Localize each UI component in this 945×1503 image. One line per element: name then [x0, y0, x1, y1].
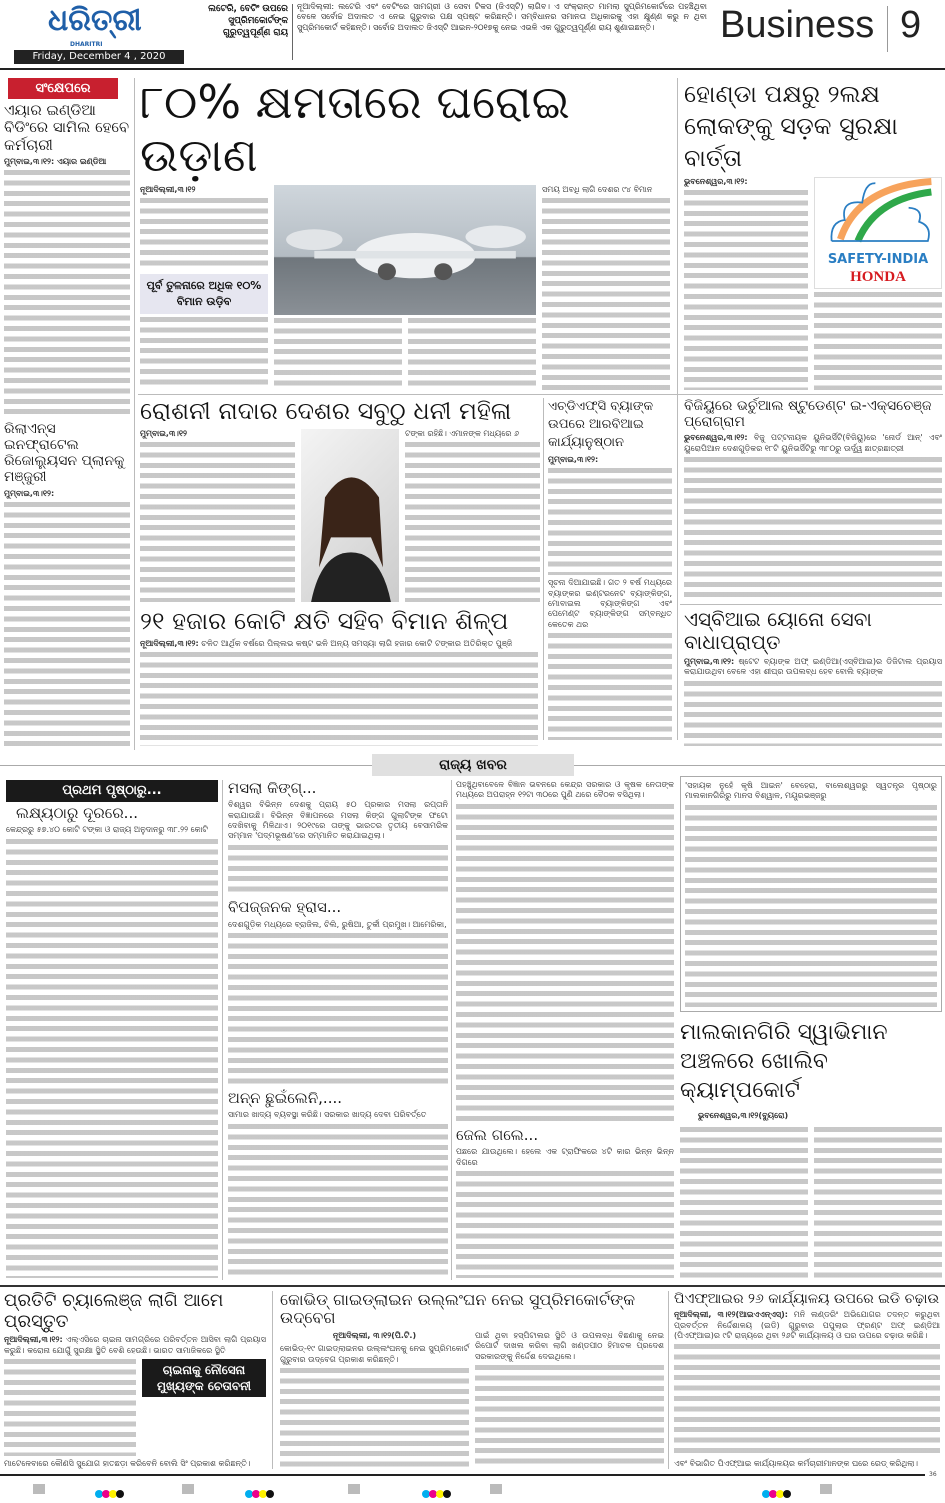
hdfc-text: ସୂଚନା ଦିଆଯାଇଛି। ଗତ ୨ ବର୍ଷ ମଧ୍ୟରେ ବ୍ୟାଙ୍କର ଇଣ୍ଟରନେଟ ବ୍ୟାଙ୍କିଙ୍ଗ, ମୋବାଇଲ ବ୍ୟାଙ୍କିଙ୍ଗ ଏବଂ ପେମେଣ୍ଟ ବ୍ୟାଙ୍କିଙ୍ଗ ସମ୍ବନ୍ଧିତ କେତେକ ଥର: [548, 578, 672, 629]
sbi-story: [684, 608, 942, 746]
pfi-text: ମନି ଲଣ୍ଡରିଂ ଅଭିଯୋଗର ତଦନ୍ତ କରୁଥିବା ପ୍ରବର୍ତ୍ତନ ନିର୍ଦ୍ଦେଶାଳୟ (ଇଡି) ଗୁରୁବାର ପପୁଲାର ଫ୍ରଣ୍ଟ ଅଫ୍ ଇଣ୍ଡିଆ (ପିଏଫ୍‌ଆଇ)ର ୯ଟି ରାଜ୍ୟରେ ଥିବା ୨୬ଟି କାର୍ଯ୍ୟାଳୟ ଓ ଘର ଉପରେ ଚଢ଼ାଉ କରିଛି।: [674, 1310, 940, 1340]
briefs-column: [4, 78, 130, 750]
honda-dateline: ଭୁବନେଶ୍ୱର,୩।୧୨:: [684, 177, 748, 186]
sbi-dateline: ମୁମ୍ବାଇ,୩।୧୨:: [684, 657, 735, 666]
state-news-section-label: ରାଜ୍ୟ ଖବର: [372, 754, 574, 776]
continued-text: ପଛରେ ଯାଉଥିଲେ। ହେଲେ ଏକ ଟ୍ରାଫିକରେ ୪ଟି କାର ଭିନ୍ନ ଭିନ୍ନ ଦିଗରେ: [456, 1147, 674, 1167]
china-closing: ମାଟେଳେବାରେ କୌଣସି ସୁଯୋଗ ହାତଛଡ଼ା କରିବେନି ବୋଲି ସିଂ ପ୍ରକାଶ କରିଛନ୍ତି।: [4, 1458, 251, 1468]
continued-text: 'ସହାୟକ ନୁହେଁ କୃଷି ଆଇନ' ବେହେରା, ବାଲେଶ୍ୱରରୁ ସ୍ୱତନ୍ତ୍ର ପୃଷ୍ଠାରୁ ମାଲକାନଗିରିରୁ ମାନସ ବିଶ୍ୱାଳ, ମୟୂରଭଞ୍ଜରୁ: [685, 781, 937, 801]
hdfc-story: [548, 398, 672, 740]
sbi-yono-headline: ଏସ୍‌ବିଆଇ ୟୋନୋ ସେବା ବାଧାପ୍ରାପ୍ତ: [684, 607, 872, 654]
farm-law-box: [680, 776, 942, 1012]
aviation-loss-headline: ୨୧ ହଜାର କୋଟି କ୍ଷତି ସହିବ ବିମାନ ଶିଳ୍ପ: [140, 607, 509, 635]
continued-text: ସାମାର ଖାଦ୍ୟ ବ୍ୟବସ୍ଥା କରିଛି। ସରକାର ଖାଦ୍ୟ ଦେବା ପରିବର୍ତ୍ତେ: [228, 1110, 427, 1120]
brief-text: ମୁମ୍ବାଇ,୩।୧୨: ଏୟାର ଇଣ୍ଡିଆ: [4, 156, 107, 166]
brief-headline: ଏୟାର ଇଣ୍ଡିଆ ବିଡିଂରେ ସାମିଲ ହେବେ କର୍ମଚାରୀ: [4, 101, 130, 154]
print-code: 36: [929, 1471, 937, 1478]
continued-headline: ଜେଲ ଗଲେ...: [456, 1126, 539, 1145]
lead-text-right: ସମୟ ଅବଧି ଲାଗି ଦେଶର ୯୪ ବିମାନ: [542, 184, 653, 194]
covid-guideline-headline: କୋଭିଡ୍ ଗାଇଡ୍‌ଲାଇନ ଉଲ୍ଲଂଘନ ନେଇ ସୁପ୍ରିମକୋର୍ଟଙ୍କ ଉଦ୍‌ବେଗ: [280, 1290, 636, 1328]
hdfc-dateline: ମୁମ୍ବାଇ,୩।୧୨:: [548, 455, 599, 464]
continued-headline: ମସଲା କିଙ୍ଗ୍‌...: [228, 779, 317, 797]
continued-headline: ଅନ୍ନ ଛୁଇଁଲେନି,....: [228, 1089, 343, 1108]
continued-text: ପହଞ୍ଚୁଥିବାବେଳେ ବିଜ୍ଞାନ ଭବନରେ କେନ୍ଦ୍ର ସରକାର ଓ କୃଷକ ନେତାଙ୍କ ମଧ୍ୟରେ ଅପରାହ୍ନ ୧୨ଟା ୩୦ରେ ପୁଣି ଥରେ ବୈଠକ ବସିଥିଲା।: [456, 780, 674, 800]
continued-column-1: [6, 780, 218, 1278]
pfi-closing: ଏବଂ ବିଭାଗିତ ପିଏଫ୍‌ଆଇ କାର୍ଯ୍ୟାଳୟର କର୍ମଚାରୀମାନଙ୍କ ଘରେ ରେଡ୍ କରିଥିଲା।: [674, 1458, 918, 1468]
logo-text: ଧରିତ୍ରୀ: [48, 3, 142, 38]
pfi-dateline: ନୂଆଦିଲ୍ଲୀ, ୩।୧୨(ଆଇଏଏନ୍‌ଏସ୍):: [674, 1310, 788, 1320]
honda-brand-text: HONDA: [850, 269, 906, 285]
lead-dateline: ନୂଆଦିଲ୍ଲୀ,୩।୧୨: [140, 184, 196, 194]
aviation-text: ଚଳିତ ଆର୍ଥିକ ବର୍ଷରେ ପିଲ୍ଲଭ କଷ୍ଟ ଭଳି ଅନ୍ୟ ସମସ୍ୟା ଲାଗି ହଜାର କୋଟି ଟଙ୍କାର ଅତିରିକ୍ତ ପୁଞ୍ଜି: [201, 638, 513, 648]
china-dateline: ନୂଆଦିଲ୍ଲୀ,୩।୧୨:: [4, 1335, 63, 1345]
virtual-exchange-headline: ବିଜିୟୁରେ ଭର୍ଚୁଆଲ ଷ୍ଟୁଡେଣ୍ଟ ଇ-ଏକ୍ସଚେଞ୍ଜ ପ୍ରୋଗ୍ରାମ: [684, 398, 932, 431]
roshni-text: ଟଙ୍କା ରହିଛି। ଏମାନଙ୍କ ମଧ୍ୟରେ ୬: [405, 428, 520, 438]
front-continued-label: ପ୍ରଥମ ପୃଷ୍ଠାରୁ...: [6, 780, 218, 802]
covid-dateline: ନୂଆଦିଲ୍ଲୀ, ୩।୧୨(ପି.ଟି.): [332, 1330, 417, 1340]
china-challenge-headline: ପ୍ରତିଟି ଚ୍ୟାଲେଞ୍ଜ ଲାଗି ଆମେ ପ୍ରସ୍ତୁତ: [4, 1290, 224, 1332]
masthead: [0, 0, 945, 72]
brief-headline: ରିଲାଏନ୍ସ ଇନଫ୍ରାଟେଲ ରିଜୋଲ୍ୟୁସନ ପ୍ଲାନକୁ ମଞ୍ଜୁରୀ: [4, 421, 125, 486]
registration-marks: [0, 1484, 945, 1496]
safety-india-honda-logo: [814, 177, 942, 289]
logo: [48, 2, 188, 50]
roshni-dateline: ମୁମ୍ବାଇ,୩।୧୨: [140, 428, 187, 438]
continued-text: ଦେଶଗୁଡ଼ିକ ମଧ୍ୟରେ ବ୍ରାଜିଲ, ଚିଲି, ରୁଷିଆ, ତୁର୍କୀ ପ୍ରମୁଖ। ଆମେରିକା,: [228, 919, 447, 929]
roshni-headline: ରୋଶନୀ ନାଦାର ଦେଶର ସବୁଠୁ ଧନୀ ମହିଳା: [140, 397, 512, 425]
continued-text: ବିଶ୍ୱର ବିଭିନ୍ନ ଦେଶକୁ ପ୍ରାୟ ୫୦ ପ୍ରକାର ମସଲା ରପ୍ତାନି କରାଯାଉଛି। ବିଭିନ୍ନ ବିଜ୍ଞାପନରେ ମସଲା କିଙ୍ଗ ଗୁଲାଟିଙ୍କ ଫଟୋ ଦେଖିବାକୁ ମିଳିଥାଏ। ୨୦୧୯ରେ ତାଙ୍କୁ ଭାରତର ତୃତୀୟ ବେସାମରିକ ସମ୍ମାନ 'ପଦ୍ମଭୂଷଣ'ରେ ସମ୍ମାନିତ କରାଯାଇଥିଲା।: [228, 800, 448, 841]
sbi-text: ଷ୍ଟେଟ ବ୍ୟାଙ୍କ ଅଫ୍ ଇଣ୍ଡିଆ(ଏସ୍‌ବିଆଇ)ର ଡିଜିଟାଲ ପ୍ରୟାସ କରାଯାଉଥିବା ବେଳେ ଏହା ଶୀଘ୍ର ଉପଲବ୍ଧ ହେବ ବୋଲି ବ୍ୟାଙ୍କ: [684, 657, 942, 677]
covid-text-2: ପାଇଁ ଥିବା ହସ୍ପିଟାଲର ସ୍ଥିତି ଓ ଉପଲବ୍ଧ ବିଛଣାକୁ ନେଇ ରିପୋର୍ଟ ଦାଖଲ କରିବା ଲାଗି ଖଣ୍ଡପୀଠ ହିମାଚଳ ପ୍ରଦେଶ ସରକାରଙ୍କୁ ନିର୍ଦ୍ଦେଶ ଦେଇଥିଲେ।: [475, 1330, 664, 1361]
airplanes-photo: [274, 185, 536, 315]
teaser-text: ନୂଆଦିଲ୍ଲୀ: ଲଟେରି ଏବଂ ବେଟିଂରେ ସାମଗ୍ରୀ ଓ ସେବା ଟିକସ (ଜିଏସ୍‌ଟି) ଲାଗିବ। ଏ ସଂକ୍ରାନ୍ତ ମାମଲା ସୁପ୍ରିମକୋର୍ଟରେ ପହଞ୍ଚିଥିବା ବେଳେ ସର୍ବୋଚ୍ଚ ଅଦାଲତ ଏ ନେଇ ଗୁରୁବାର ପକ୍ଷ ସ୍ପଷ୍ଟ କରିଛନ୍ତି। ସମ୍ବିଧାନର ସମାନତା ଅଧିକାରକୁ ଏହା କ୍ଷୁଣ୍ଣ କରୁ ନ ଥିବା ସୁପ୍ରିମକୋର୍ଟ କହିଛନ୍ତି। ସର୍ବୋଚ୍ଚ ଅଦାଲତ ଜିଏସ୍‌ଟି ଆଇନ-୨୦୧୭କୁ ନେଇ ଏଭଳି ଏକ ଗୁରୁତ୍ୱପୂର୍ଣ୍ଣ ରାୟ ଶୁଣାଇଛନ୍ତି।: [297, 2, 707, 32]
aviation-story: [140, 608, 538, 746]
right-lower-column: [680, 776, 942, 1278]
lead-body: [140, 185, 670, 390]
pfi-story: [674, 1291, 940, 1469]
virtual-text: ବିଜୁ ପଟ୍ଟନାୟକ ୟୁନିଭର୍ସିଟି(ବିଜିୟୁ)ରେ 'ନୋର୍ଡ ଆନ୍' ଏବଂ ୟୁରୋପିଆନ ଦେଶଗୁଡ଼ିକର ୧୮ଟି ୟୁନିଭର୍ସିଟିରୁ ୩୮୦ରୁ ଊର୍ଦ୍ଧ୍ୱ ଛାତ୍ରଛାତ୍ରୀ: [684, 433, 942, 453]
continued-column-2: [228, 780, 448, 1278]
continued-headline: ବିପଜ୍ଜନକ ହ୍ରାସ...: [228, 898, 342, 917]
honda-story: [684, 78, 942, 390]
virtual-story: [684, 398, 942, 600]
honda-headline: ହୋଣ୍ଡା ପକ୍ଷରୁ ୨ଲକ୍ଷ ଲୋକଙ୍କୁ ସଡ଼କ ସୁରକ୍ଷା ବାର୍ତ୍ତା: [684, 80, 898, 172]
malkangiri-headline: ମାଲକାନଗିରି ସ୍ୱାଭିମାନ ଅଞ୍ଚଳରେ ଖୋଲିବ କ୍ୟାମ୍ପକୋର୍ଟ: [680, 1020, 888, 1103]
safety-india-text: SAFETY-INDIA: [827, 252, 929, 267]
page-number: 9: [900, 4, 922, 46]
teaser-headline: ଲଟେରି, ବେଟିଂ ଉପରେ ସୁପ୍ରିମକୋର୍ଟଙ୍କ ଗୁରୁତ୍ୱପୂର୍ଣ୍ଣ ରାୟ: [208, 4, 288, 38]
roshni-story: [140, 398, 540, 602]
pfi-ed-raid-headline: ପିଏଫ୍‌ଆଇର ୨୬ କାର୍ଯ୍ୟାଳୟ ଉପରେ ଇଡି ଚଢ଼ାଉ: [674, 1291, 940, 1307]
date-bar: Friday, December 4 , 2020: [14, 50, 184, 64]
aviation-dateline: ନୂଆଦିଲ୍ଲୀ,୩।୧୨:: [140, 638, 199, 648]
lead-story: [140, 76, 670, 390]
hdfc-headline: ଏଚ୍‌ଡିଏଫ୍‌ସି ବ୍ୟାଙ୍କ ଉପରେ ଆରବିଆଇ କାର୍ଯ୍ୟାନୁଷ୍ଠାନ: [548, 399, 654, 450]
virtual-dateline: ଭୁବନେଶ୍ୱର,୩।୧୨:: [684, 433, 748, 443]
briefs-label: ସଂକ୍ଷେପରେ: [8, 78, 118, 99]
brief-text: ମୁମ୍ବାଇ,୩।୧୨:: [4, 488, 55, 498]
section-title: Business: [720, 4, 875, 46]
covid-text: କୋଭିଡ୍-୧୯ ଗାଇଡ୍‌ଲାଇନର ଉଲ୍ଲଂଘନକୁ ନେଇ ସୁପ୍ରିମକୋର୍ଟ ଗୁରୁବାର ଉଦ୍‌ବେଗ ପ୍ରକାଶ କରିଛନ୍ତି।: [280, 1344, 469, 1364]
roshni-nadar-photo: [301, 429, 399, 602]
logo-sub: DHARITRI: [70, 41, 103, 48]
malkangiri-dateline: ଭୁବନେଶ୍ୱର,୩।୧୨(ବ୍ୟୁରୋ): [698, 1111, 789, 1120]
lead-pullquote: ପୂର୍ବ ତୁଳନାରେ ଅଧିକ ୧୦% ବିମାନ ଉଡ଼ିବ: [140, 274, 268, 314]
lead-headline: ୮୦% କ୍ଷମତାରେ ଘରୋଇ ଉଡ଼ାଣ: [140, 75, 570, 182]
china-text: ଏଲ୍‌ଏସିରେ ଚାଇନା ସାମଗ୍ରିରେ ପରିବର୍ତ୍ତନ ଆସିବା ଲାଗି ପ୍ରୟାସ କରୁଛି। କରୋନା ଯୋଗୁଁ ସୁରକ୍ଷା ସ୍ଥିତି ବେଶି ହେଉଛି। ଭାରତ ସାମାଜିକରେ ସ୍ଥିତି: [4, 1335, 266, 1355]
continued-column-3: [456, 780, 674, 1278]
covid-story: [280, 1291, 664, 1469]
continued-text: କେନ୍ଦ୍ରରୁ ୫୭.୪୦ କୋଟି ଟଙ୍କା ଓ ରାଜ୍ୟ ଅନୁଦାନରୁ ୩୮.୨୨ କୋଟି: [6, 825, 208, 835]
china-story: [4, 1291, 266, 1469]
continued-headline: ଲକ୍ଷ୍ୟଠାରୁ ଦୂରରେ...: [16, 804, 138, 822]
navy-chief-warning-inset: ଚାଇନାକୁ ନୌସେନା ମୁଖ୍ୟଙ୍କ ଚେତାବନୀ: [142, 1359, 266, 1397]
